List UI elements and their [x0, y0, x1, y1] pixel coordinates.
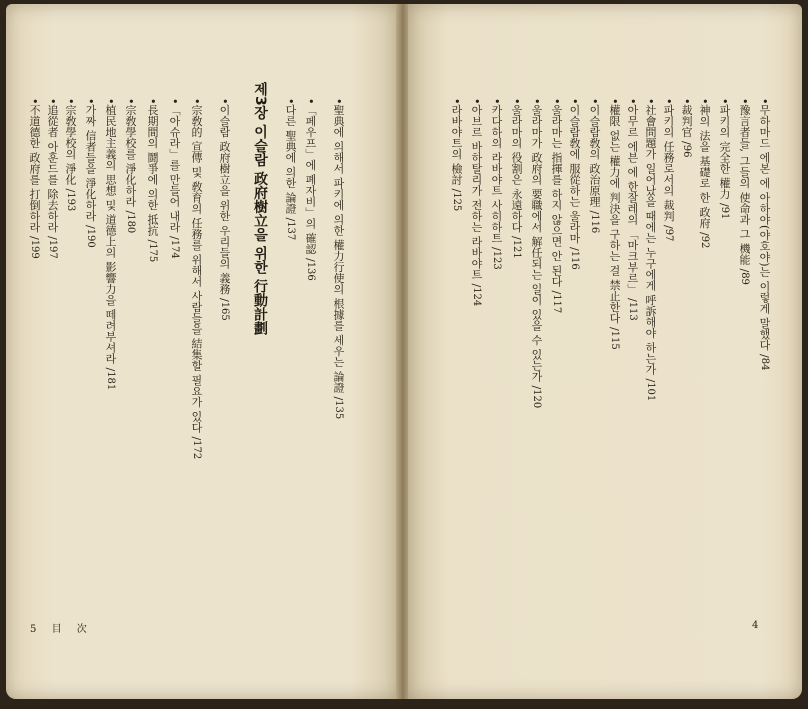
- page-number: 5: [30, 624, 43, 635]
- toc-entry: •社會問題가 일어났을 때에는 누구에게 呼訴해야 하는가 /101: [644, 98, 657, 402]
- toc-entry: •가짜 信者들을 淨化하라 /190: [84, 98, 97, 248]
- toc-entry: •「페우프」에 폐자비」의 確認 /136: [304, 98, 317, 281]
- toc-entry: •이슬람敎에 服從하는 울라마 /116: [568, 98, 581, 270]
- toc-entry: •아무르 에븐 에 한잘레의 「마크부르」 /113: [626, 98, 639, 321]
- toc-entry: •聖典에 의해서 파키에 의한 權力行使의 根據를 세우는 論證 /135: [332, 98, 345, 420]
- toc-entry: •다른 聖典에 의한 論證 /137: [284, 98, 297, 241]
- toc-entry: •長期間의 鬪爭에 의한 抵抗 /175: [146, 98, 159, 263]
- toc-entry: •울라마는 指揮를 하지 않으면 안 된다 /117: [550, 98, 563, 314]
- toc-entry: •이슬람 政府樹立을 위한 우리들의 義務 /165: [218, 98, 231, 321]
- chapter-title: 제3장 이슬람 政府樹立을 위한 行動計劃: [252, 82, 268, 336]
- toc-entry: •이슬람敎의 政治原理 /116: [588, 98, 601, 234]
- toc-entry: •울라마가 政府의 要職에서 解任되는 일이 있을 수 있는가 /120: [530, 98, 543, 409]
- toc-entry: •豫言者들, 그들의 使命과 그 機能 /89: [738, 98, 751, 285]
- toc-entry: •파키의 任務로서의 裁判 /97: [662, 98, 675, 242]
- toc-entry: •裁判官 /96: [680, 98, 693, 158]
- toc-entry: •植民地主義의 思想 및 道德上의 影響力을 떼려부셔라 /181: [104, 98, 117, 391]
- toc-entry: •카다하의 라바야트 사히하트 /123: [490, 98, 503, 270]
- toc-entry: •追從者 아훈드를 除去하라 /197: [46, 98, 59, 259]
- toc-entry: •不道德한 政府를 打倒하라 /199: [28, 98, 41, 259]
- toc-entry: •宗敎的 宣傳 및 敎育의 任務를 위해서 사람들을 結集할 필요가 있다 /172: [190, 98, 203, 460]
- toc-entry: •무하마드 에본 에 아하야(야호야)는 이렇게 말했다 /84: [758, 98, 771, 371]
- toc-entry: •權限 없는 權力에 判決을 구하는 걸 禁止한다 /115: [608, 98, 621, 350]
- toc-entry: •라바야트의 檢討 /125: [450, 98, 463, 212]
- toc-entry: •神의 法을 基礎로 한 政府 /92: [698, 98, 711, 249]
- running-head: 目 次: [51, 624, 93, 635]
- page-footer-left: [30, 620, 93, 635]
- toc-entry: •「아슈라」를 만들어 내라 /174: [168, 98, 181, 259]
- toc-entry: •宗敎學校의 淨化 /193: [64, 98, 77, 212]
- toc-entry: •아브르 바하탈리가 전하는 라바야트 /124: [470, 98, 483, 307]
- page-number: 4: [752, 620, 765, 631]
- toc-entry: •울라마의 役割은 永遠하다 /121: [510, 98, 523, 259]
- toc-entry: •宗敎學校를 淨化하라 /180: [124, 98, 137, 234]
- toc-entry: •파키의 完全한 權力 /91: [718, 98, 731, 220]
